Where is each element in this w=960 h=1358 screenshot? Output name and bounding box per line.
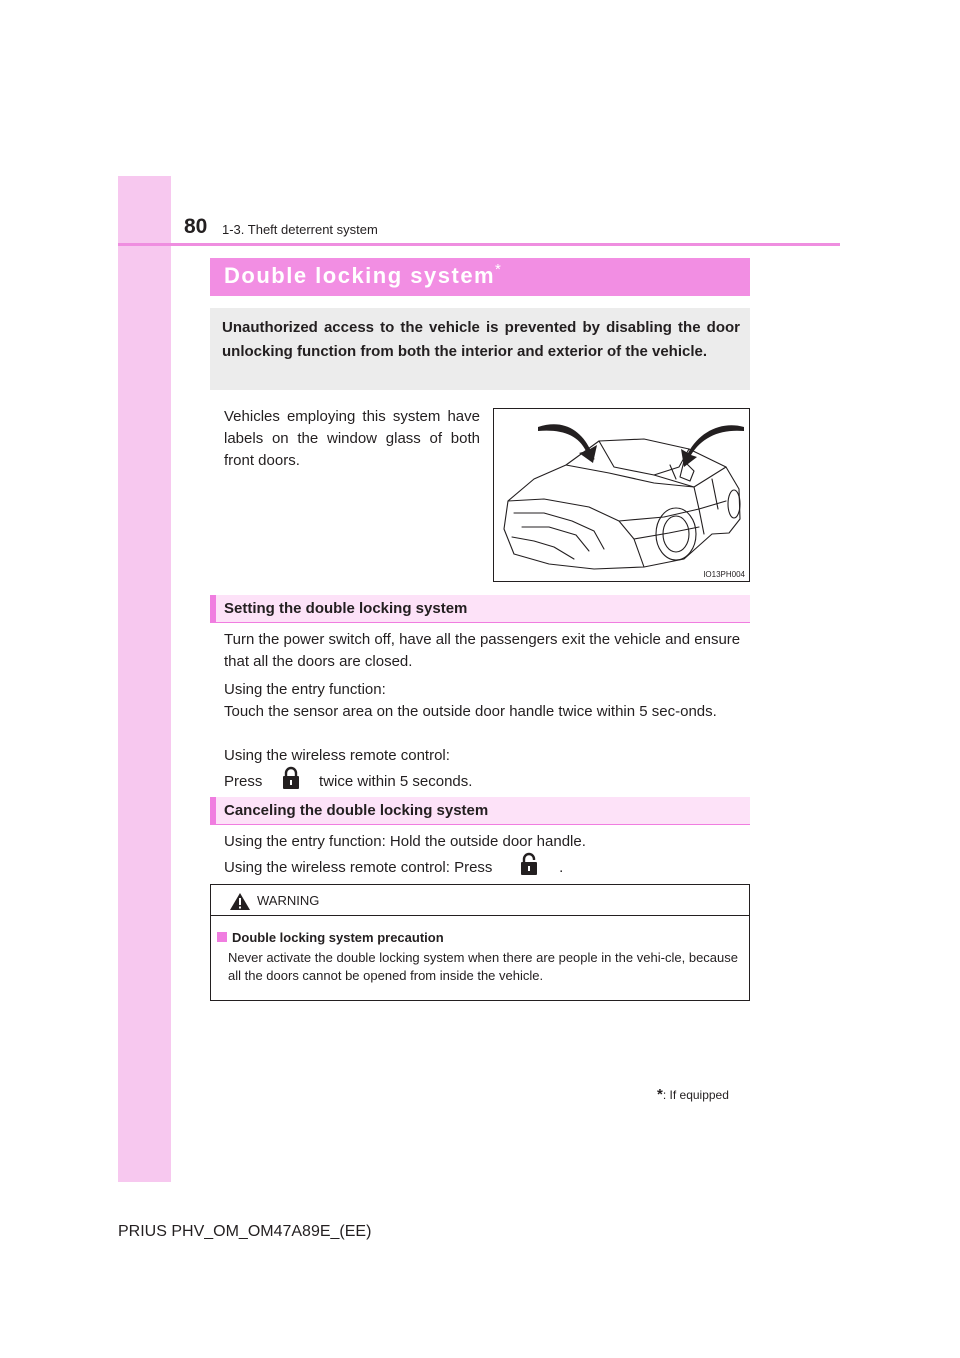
warning-header bbox=[211, 885, 749, 916]
setting-heading: Setting the double locking system bbox=[224, 600, 468, 617]
section-reference: 1-3. Theft deterrent system bbox=[222, 222, 378, 237]
if-equipped-marker: * bbox=[495, 261, 501, 278]
car-with-label-arrows-icon bbox=[494, 409, 749, 581]
document-footer: PRIUS PHV_OM_OM47A89E_(EE) bbox=[118, 1223, 372, 1240]
canceling-remote-line bbox=[224, 852, 745, 884]
warning-triangle-icon bbox=[229, 892, 251, 911]
page-number: 80 bbox=[184, 215, 208, 238]
figure-code: IO13PH004 bbox=[703, 570, 745, 579]
footnote-marker: * bbox=[657, 1086, 663, 1103]
canceling-remote-prefix: Using the wireless remote control: Press bbox=[224, 858, 493, 876]
bullet-square-icon bbox=[217, 932, 227, 942]
title-bar bbox=[210, 258, 750, 296]
intro-text: Unauthorized access to the vehicle is prevented by disabling the door unlocking function from both the interior and exterior of the vehicle. bbox=[222, 319, 740, 360]
press-text: Press bbox=[224, 772, 263, 790]
lock-icon bbox=[281, 766, 301, 798]
setting-remote-label: Using the wireless remote control: bbox=[224, 747, 450, 764]
canceling-remote-suffix: . bbox=[559, 858, 564, 876]
setting-remote-line bbox=[224, 766, 745, 798]
footnote-text: : If equipped bbox=[662, 1088, 729, 1102]
setting-heading-bar bbox=[210, 595, 750, 623]
canceling-entry-text: Using the entry function: Hold the outside door handle. bbox=[224, 833, 586, 850]
warning-box bbox=[210, 884, 750, 1001]
car-illustration bbox=[493, 408, 750, 582]
warning-subheading bbox=[217, 930, 444, 945]
canceling-heading-bar bbox=[210, 797, 750, 825]
canceling-heading: Canceling the double locking system bbox=[224, 802, 489, 819]
warning-body: Never activate the double locking system when there are people in the vehi-cle, because all the doors cannot be opened from inside the vehicle. bbox=[228, 950, 738, 983]
warning-title: WARNING bbox=[257, 893, 320, 908]
press-tail-text: twice within 5 seconds. bbox=[319, 772, 473, 790]
setting-entry-label: Using the entry function: bbox=[224, 681, 386, 698]
unlock-icon bbox=[519, 852, 539, 884]
setting-entry-text: Touch the sensor area on the outside door handle twice within 5 sec-onds. bbox=[224, 703, 717, 720]
page-side-tab bbox=[118, 176, 171, 1182]
footnote bbox=[657, 1086, 729, 1103]
page-title: Double locking system bbox=[224, 263, 496, 288]
warning-subheading-text: Double locking system precaution bbox=[232, 930, 444, 945]
intro-box bbox=[210, 308, 750, 390]
setting-intro: Turn the power switch off, have all the passengers exit the vehicle and ensure that all the doors are closed. bbox=[224, 631, 741, 670]
labels-paragraph: Vehicles employing this system have labels on the window glass of both front doors. bbox=[224, 408, 480, 469]
header-divider bbox=[118, 243, 840, 246]
